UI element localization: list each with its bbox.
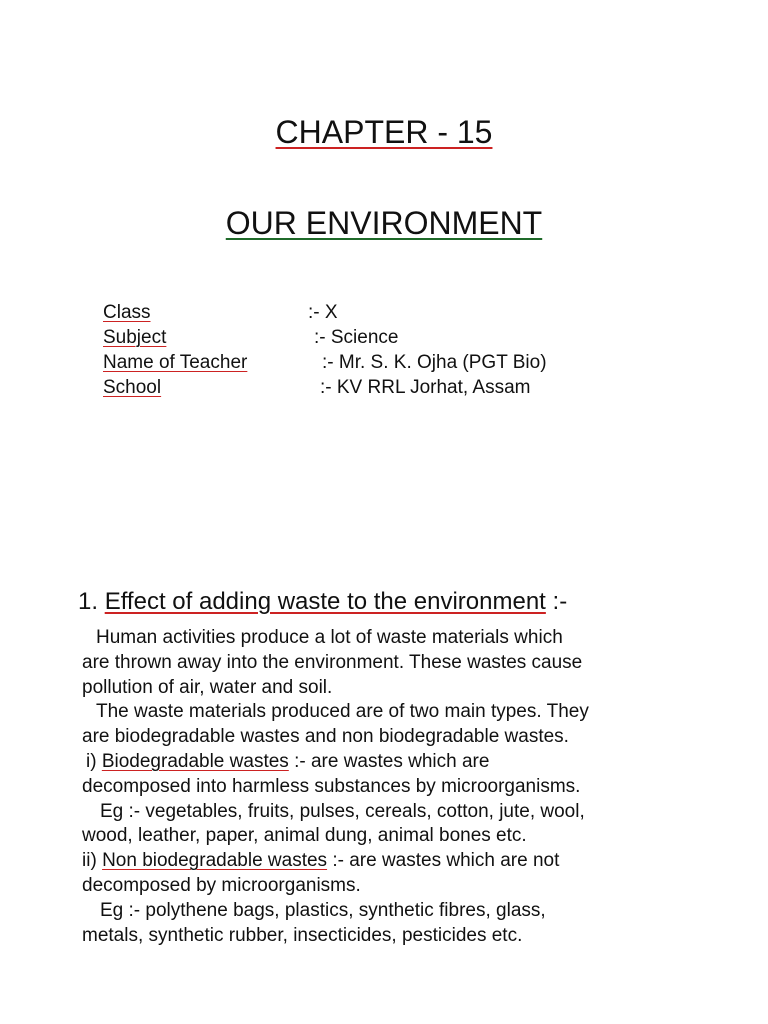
term-non-biodegradable: Non biodegradable wastes bbox=[102, 850, 328, 872]
body-line bbox=[82, 849, 682, 874]
info-label: School bbox=[103, 377, 162, 398]
info-value: :- KV RRL Jorhat, Assam bbox=[320, 377, 531, 398]
term-definition: :- are wastes which are bbox=[288, 750, 490, 772]
info-value: :- Science bbox=[314, 327, 399, 348]
section-body bbox=[82, 626, 682, 948]
section-heading-text: Effect of adding waste to the environment bbox=[104, 588, 546, 615]
chapter-heading bbox=[0, 112, 768, 152]
info-label: Subject bbox=[103, 327, 167, 348]
section-number: 1. bbox=[78, 588, 99, 615]
body-line: wood, leather, paper, animal dung, animal bones etc. bbox=[82, 825, 527, 847]
info-row-class bbox=[103, 300, 663, 325]
body-line: metals, synthetic rubber, insecticides, pesticides etc. bbox=[82, 924, 523, 946]
info-row-subject bbox=[103, 325, 663, 350]
chapter-title-text: OUR ENVIRONMENT bbox=[225, 205, 543, 241]
body-line: Eg :- vegetables, fruits, pulses, cereals, cotton, jute, wool, bbox=[100, 800, 585, 822]
body-line: decomposed by microorganisms. bbox=[82, 874, 361, 896]
term-biodegradable: Biodegradable wastes bbox=[101, 750, 289, 772]
section-heading-suffix: :- bbox=[545, 588, 568, 615]
body-line: pollution of air, water and soil. bbox=[82, 676, 333, 698]
info-row-teacher bbox=[103, 350, 663, 375]
list-marker: ii) bbox=[82, 850, 103, 872]
info-value: :- X bbox=[308, 302, 338, 323]
info-block bbox=[103, 300, 663, 400]
term-definition: :- are wastes which are not bbox=[327, 850, 560, 872]
section-heading bbox=[78, 586, 567, 618]
body-line bbox=[82, 750, 682, 775]
body-line: The waste materials produced are of two main types. They bbox=[96, 701, 589, 723]
info-label: Class bbox=[103, 302, 151, 323]
chapter-title bbox=[0, 203, 768, 243]
body-line: decomposed into harmless substances by microorganisms. bbox=[82, 775, 581, 797]
info-row-school bbox=[103, 375, 663, 400]
body-line: are thrown away into the environment. These wastes cause bbox=[82, 651, 583, 673]
body-line: Human activities produce a lot of waste materials which bbox=[96, 627, 563, 648]
info-value: :- Mr. S. K. Ojha (PGT Bio) bbox=[322, 352, 547, 373]
info-label: Name of Teacher bbox=[103, 352, 248, 373]
body-line: Eg :- polythene bags, plastics, synthetic fibres, glass, bbox=[100, 899, 546, 921]
chapter-number: CHAPTER - 15 bbox=[275, 114, 493, 150]
list-marker: i) bbox=[86, 750, 102, 772]
body-line: are biodegradable wastes and non biodegradable wastes. bbox=[82, 726, 569, 748]
